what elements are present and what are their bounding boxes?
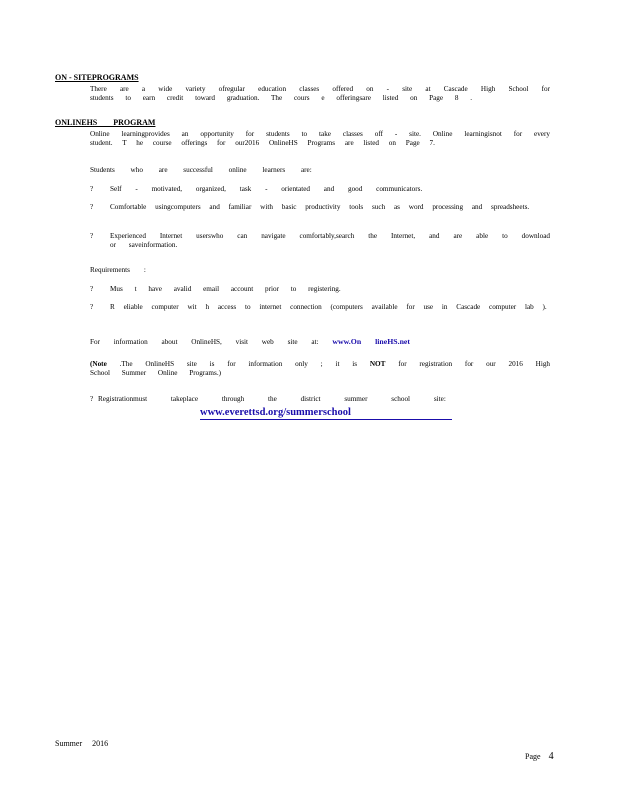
requirement-text: Mus t have avalid email account prior to registering. [110, 285, 341, 293]
bullet-marker: ? [90, 203, 94, 211]
summerschool-link[interactable]: www.everettsd.org/summerschool [200, 406, 452, 420]
onlinehs-link[interactable]: www.On lineHS.net [332, 337, 410, 346]
bullet-marker: ? [90, 395, 94, 403]
bullet-marker: ? [90, 185, 94, 193]
registration-text: Registrationmust takeplace through the district summer school site: [98, 395, 446, 403]
onsite-paragraph: There are a wide variety ofregular education classes offered on - site at Cascade High School for students to earn credit toward graduation. The cours e offeringsare listed on Page 8 . [90, 85, 550, 102]
info-line: For information about OnlineHS, visit web site at: www.On lineHS.net [90, 337, 410, 346]
students-intro: Students who are successful online learners are: [90, 166, 312, 174]
online-heading: ONLINEHS PROGRAM [55, 118, 156, 127]
trait-text: Comfortable usingcomputers and familiar with basic productivity tools such as word processing and spreadsheets. [110, 203, 530, 211]
trait-text: Experienced Internet userswho can navigate comfortably,search the Internet, and are able to download or saveinformation. [110, 232, 550, 249]
requirement-text: R eliable computer wit h access to internet connection (computers available for use in Cascade computer lab ). [110, 303, 547, 311]
footer-date: Summer 2016 [55, 739, 109, 748]
requirements-label: Requirements : [90, 266, 146, 274]
bullet-marker: ? [90, 232, 94, 240]
bullet-marker: ? [90, 303, 94, 311]
onsite-heading: ON - SITEPROGRAMS [55, 73, 139, 82]
bullet-marker: ? [90, 285, 94, 293]
page-number: Page 4 [525, 751, 554, 762]
note-paragraph: (Note .The OnlineHS site is for information only ; it is NOT for registration for our 2016 High School Summer Online Programs.) [90, 360, 551, 377]
online-paragraph: Online learningprovides an opportunity for students to take classes off - site. Online learningisnot for every student. T he course offerings for our2016 OnlineHS Programs are listed on Page 7. [90, 130, 550, 147]
trait-text: Self - motivated, organized, task - orientated and good communicators. [110, 185, 423, 193]
